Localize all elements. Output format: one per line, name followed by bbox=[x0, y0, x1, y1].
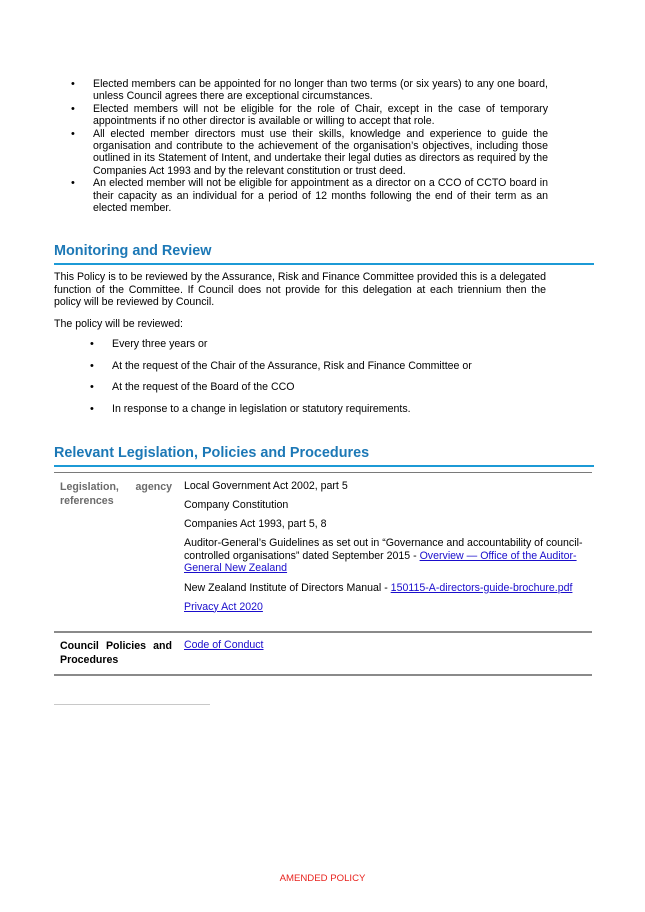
table-bottom-rule bbox=[54, 674, 592, 676]
footnote-separator bbox=[54, 704, 210, 705]
list-item: • Every three years or bbox=[90, 338, 472, 360]
reference-item: Company Constitution bbox=[184, 499, 289, 512]
list-item: • In response to a change in legislation or statutory requirements. bbox=[90, 403, 472, 425]
privacy-act-link[interactable]: Privacy Act 2020 bbox=[184, 600, 263, 613]
header-word: Legislation, bbox=[60, 481, 119, 493]
review-intro: The policy will be reviewed: bbox=[54, 318, 183, 330]
table-top-rule bbox=[54, 472, 592, 473]
list-item: • An elected member will not be eligible for appointment as a director on a CCO of CCTO board in their capacity as an individual for a period of 12 months following the end of their term as an elected member. bbox=[58, 177, 548, 214]
row-header-council-policies: Council Policies and Procedures bbox=[60, 640, 172, 666]
header-word: agency bbox=[135, 481, 172, 493]
intro-bullet-list bbox=[58, 78, 548, 214]
list-item: • At the request of the Chair of the Assurance, Risk and Finance Committee or bbox=[90, 360, 472, 382]
row-header-legislation bbox=[60, 480, 172, 508]
reference-item: New Zealand Institute of Directors Manual - 150115-A-directors-guide-brochure.pdf bbox=[184, 581, 573, 594]
monitoring-paragraph: This Policy is to be reviewed by the Assurance, Risk and Finance Committee provided this is a delegated function of the Committee. If Council does not provide for this delegation at each triennium then the policy will be reviewed by Council. bbox=[54, 271, 546, 309]
list-item: • At the request of the Board of the CCO bbox=[90, 381, 472, 403]
header-word: references bbox=[60, 495, 114, 507]
reference-item bbox=[184, 601, 588, 614]
review-list bbox=[90, 338, 472, 424]
reference-item: Local Government Act 2002, part 5 bbox=[184, 480, 348, 492]
directors-guide-link[interactable]: 150115-A-directors-guide-brochure.pdf bbox=[390, 581, 573, 594]
reference-item: Companies Act 1993, part 5, 8 bbox=[184, 518, 327, 531]
code-of-conduct-link[interactable]: Code of Conduct bbox=[184, 639, 264, 651]
council-policies-values bbox=[184, 639, 588, 658]
list-item: • Elected members can be appointed for no longer than two terms (or six years) to any one board, unless Council agrees there are exceptional circumstances. bbox=[58, 78, 548, 103]
footer-label: AMENDED POLICY bbox=[279, 873, 366, 884]
list-item: • All elected member directors must use their skills, knowledge and experience to guide the organisation and contribute to the achievement of the organisation’s objectives, including those outlined in its Statement of Intent, and undertake their legal duties as directors as required by the Companies Act 1993 and by the relevant constitution or trust deed. bbox=[58, 128, 548, 178]
table-divider bbox=[54, 631, 592, 633]
legislation-heading: Relevant Legislation, Policies and Procedures bbox=[54, 445, 594, 467]
list-item: • Elected members will not be eligible for the role of Chair, except in the case of temporary appointments if no other director is available or willing to accept that role. bbox=[58, 103, 548, 128]
monitoring-heading: Monitoring and Review bbox=[54, 243, 594, 265]
reference-item: Auditor-General’s Guidelines as set out in “Governance and accountability of council-controlled organisations” dated September 2015 - Overview — Office of the Auditor-General New Zealand bbox=[184, 537, 583, 575]
auditor-general-link[interactable]: Overview — Office of the Auditor-General New Zealand bbox=[184, 549, 577, 575]
legislation-values bbox=[184, 480, 588, 620]
